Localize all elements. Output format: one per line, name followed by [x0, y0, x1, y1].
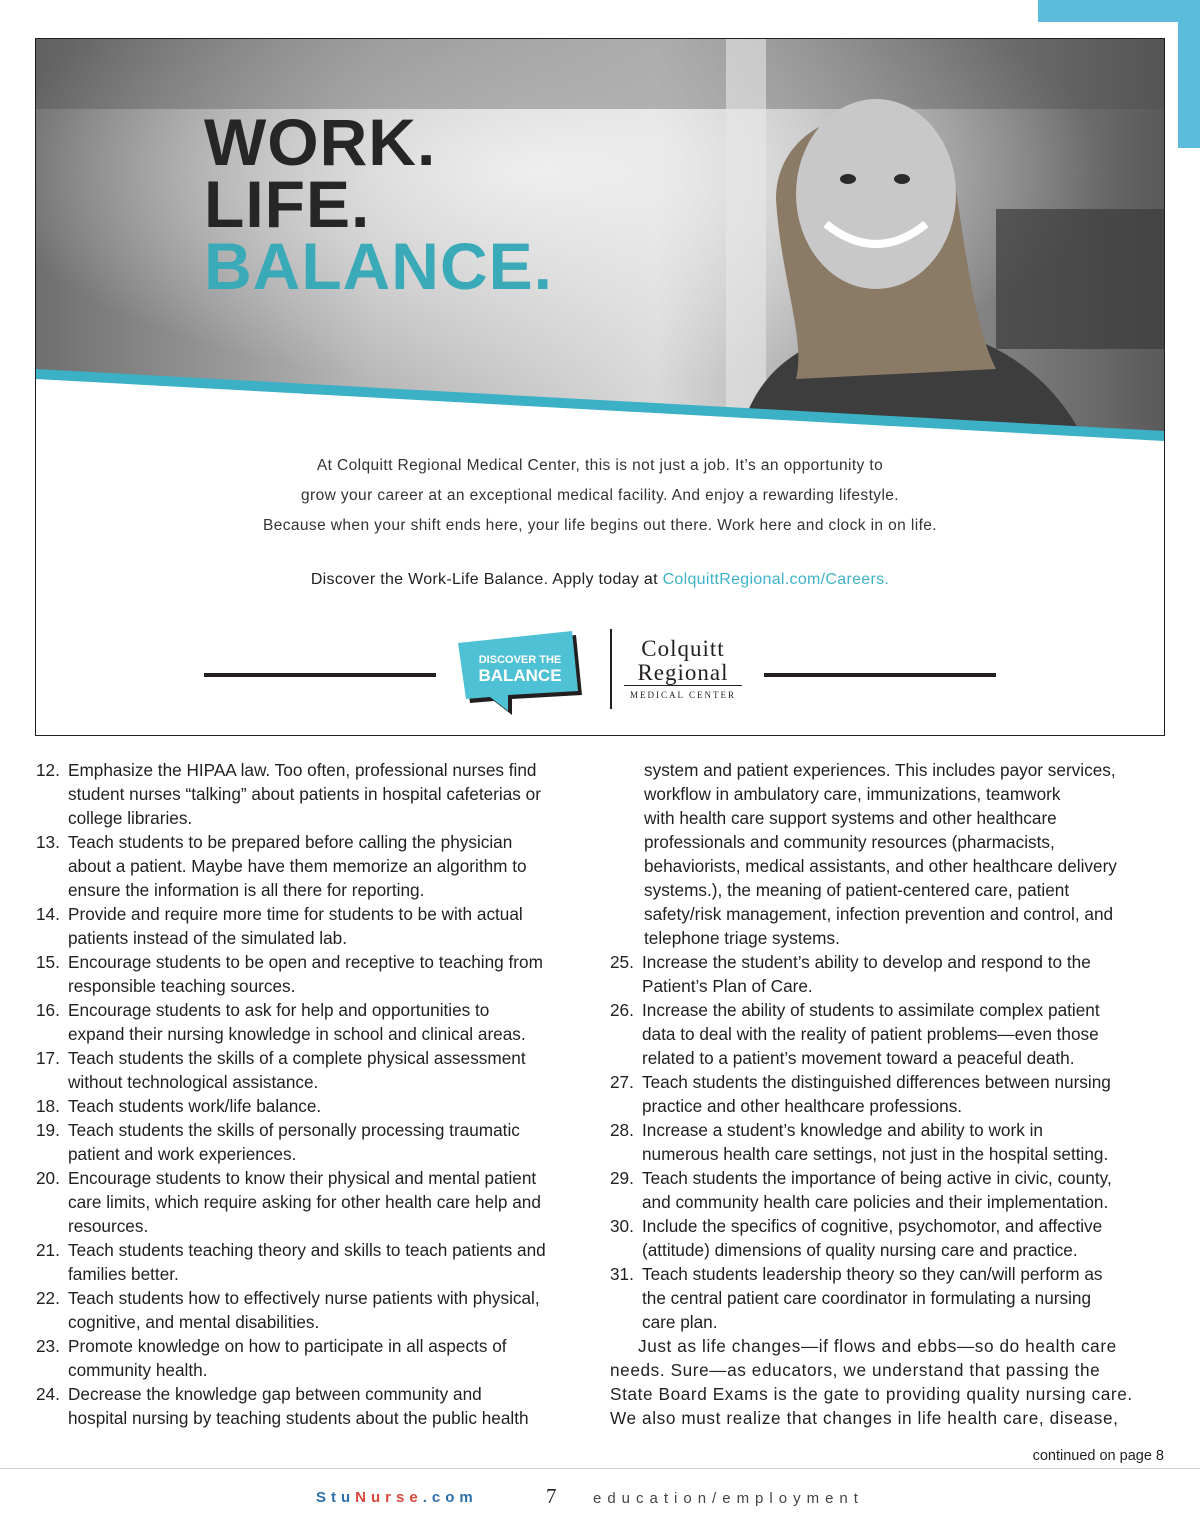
list-item-number: 13. [36, 832, 60, 852]
closing-paragraph [610, 1334, 1170, 1430]
list-item [36, 1166, 596, 1238]
list-item-number: 26. [610, 1000, 634, 1020]
list-item [610, 1118, 1170, 1166]
right-column [610, 758, 1170, 1430]
list-item-line: the central patient care coordinator in formulating a nursing [642, 1288, 1092, 1308]
list-item-number: 31. [610, 1264, 634, 1284]
list-item-line: cognitive, and mental disabilities. [68, 1312, 320, 1332]
ad-copy-line: At Colquitt Regional Medical Center, this is not just a job. It’s an opportunity to [316, 457, 884, 474]
list-item-number: 16. [36, 1000, 60, 1020]
headline-work: WORK. [204, 105, 437, 179]
list-item-line: Teach students the skills of a complete physical assessment [68, 1048, 526, 1068]
list-item-line: Promote knowledge on how to participate in all aspects of [68, 1336, 507, 1356]
list-item [36, 1238, 596, 1286]
list-item-number: 18. [36, 1096, 60, 1116]
list-item-line: expand their nursing knowledge in school and clinical areas. [68, 1024, 526, 1044]
list-item [610, 1166, 1170, 1214]
list-item-line: Teach students teaching theory and skills to teach patients and [68, 1240, 546, 1260]
list-item-number: 17. [36, 1048, 60, 1068]
list-item-line: families better. [68, 1264, 179, 1284]
page-number: 7 [546, 1484, 557, 1508]
brand-stu: Stu [316, 1489, 356, 1506]
list-item-line: Increase a student’s knowledge and ability to work in [642, 1120, 1043, 1140]
ad-copy-line: Because when your shift ends here, your life begins out there. Work here and clock in on life. [262, 517, 938, 534]
list-item-number: 12. [36, 760, 60, 780]
list-item-line: numerous health care settings, not just in the hospital setting. [642, 1144, 1109, 1164]
list-item-line: Teach students how to effectively nurse patients with physical, [68, 1288, 540, 1308]
brand-com: .com [422, 1489, 478, 1506]
list-item [36, 902, 596, 950]
list-item-line: student nurses “talking” about patients in hospital cafeterias or [68, 784, 541, 804]
paragraph-line: We also must realize that changes in life health care, disease, [610, 1408, 1119, 1428]
list-item-line: related to a patient’s movement toward a peaceful death. [642, 1048, 1075, 1068]
ad-call-to-action [36, 571, 1164, 589]
list-item [610, 1214, 1170, 1262]
list-item-number: 30. [610, 1216, 634, 1236]
list-item-line: ensure the information is all there for reporting. [68, 880, 425, 900]
list-item-line: Teach students the distinguished differences between nursing [642, 1072, 1111, 1092]
list-item-line: Teach students the skills of personally processing traumatic [68, 1120, 520, 1140]
list-item-number: 23. [36, 1336, 60, 1356]
badge-line1: DISCOVER THE [478, 654, 562, 666]
cta-text: Discover the Work-Life Balance. Apply today at [310, 571, 663, 588]
colquitt-logo [624, 637, 742, 700]
list-item [610, 950, 1170, 998]
ad-copy-line: grow your career at an exceptional medical facility. And enjoy a rewarding lifestyle. [300, 487, 900, 504]
right-rule [764, 673, 996, 677]
headline-life: LIFE. [204, 167, 371, 241]
logo-line3: MEDICAL CENTER [630, 690, 736, 700]
careers-link[interactable]: ColquittRegional.com/Careers. [662, 571, 890, 588]
list-item-number: 22. [36, 1288, 60, 1308]
list-item-line: about a patient. Maybe have them memorize an algorithm to [68, 856, 527, 876]
list-item-line: patients instead of the simulated lab. [68, 928, 347, 948]
list-item-line: Patient’s Plan of Care. [642, 976, 813, 996]
list-item-line: Encourage students to know their physical and mental patient [68, 1168, 537, 1188]
list-item-line: Increase the ability of students to assimilate complex patient [642, 1000, 1100, 1020]
list-item [36, 1382, 596, 1430]
continuation-line: workflow in ambulatory care, immunizations, teamwork [644, 784, 1061, 804]
ad-headline [204, 105, 553, 303]
left-column [36, 758, 596, 1430]
continuation-line: systems.), the meaning of patient-centered care, patient [644, 880, 1070, 900]
list-item-number: 24. [36, 1384, 60, 1404]
list-item-line: Include the specifics of cognitive, psychomotor, and affective [642, 1216, 1103, 1236]
list-item-number: 21. [36, 1240, 60, 1260]
continuation-line: safety/risk management, infection prevention and control, and [644, 904, 1114, 924]
list-item-line: resources. [68, 1216, 149, 1236]
list-item [610, 998, 1170, 1070]
discover-balance-badge [456, 629, 596, 729]
list-item-number: 14. [36, 904, 60, 924]
list-item [36, 830, 596, 902]
continuation-line: behaviorists, medical assistants, and other healthcare delivery [644, 856, 1117, 876]
list-item-line: data to deal with the reality of patient problems—even those [642, 1024, 1099, 1044]
logo-line1: Colquitt [641, 636, 725, 661]
list-item-line: responsible teaching sources. [68, 976, 296, 996]
list-item-line: Increase the student’s ability to develop and respond to the [642, 952, 1091, 972]
advertisement [35, 38, 1165, 736]
continued-note: continued on page 8 [1032, 1448, 1164, 1464]
list-item-line: Encourage students to be open and receptive to teaching from [68, 952, 543, 972]
badge-line2: BALANCE [478, 666, 562, 685]
paragraph-line-text: Just as life changes—if flows and ebbs—so do health care [638, 1336, 1117, 1356]
list-item [36, 1118, 596, 1166]
list-item [610, 1070, 1170, 1118]
section-label: education/employment [593, 1490, 864, 1507]
list-item-line: college libraries. [68, 808, 193, 828]
footer-divider [0, 1468, 1200, 1469]
logo-line2: Regional [624, 660, 742, 686]
list-item [36, 1334, 596, 1382]
list-item-line: community health. [68, 1360, 208, 1380]
paragraph-line [610, 1334, 1170, 1358]
list-item [36, 758, 596, 830]
list-item [36, 1094, 596, 1118]
brand-nurse: Nurse [355, 1489, 423, 1506]
list-item-number: 19. [36, 1120, 60, 1140]
paragraph-line: needs. Sure—as educators, we understand that passing the [610, 1360, 1101, 1380]
list-item-line: (attitude) dimensions of quality nursing care and practice. [642, 1240, 1078, 1260]
continuation-text [610, 758, 1170, 950]
list-item-line: hospital nursing by teaching students about the public health [68, 1408, 529, 1428]
logo-separator [610, 629, 612, 709]
footer-brand [316, 1489, 478, 1506]
list-item [610, 1262, 1170, 1334]
list-item-number: 27. [610, 1072, 634, 1092]
list-item-number: 28. [610, 1120, 634, 1140]
list-item-number: 20. [36, 1168, 60, 1188]
left-rule [204, 673, 436, 677]
list-item-line: Encourage students to ask for help and opportunities to [68, 1000, 490, 1020]
list-item-number: 25. [610, 952, 634, 972]
list-item-line: and community health care policies and their implementation. [642, 1192, 1109, 1212]
list-item-line: Provide and require more time for students to be with actual [68, 904, 523, 924]
list-item-line: Emphasize the HIPAA law. Too often, professional nurses find [68, 760, 537, 780]
continuation-line: system and patient experiences. This includes payor services, [644, 760, 1116, 780]
headline-balance: BALANCE. [204, 229, 553, 303]
list-item-line: Teach students the importance of being active in civic, county, [642, 1168, 1112, 1188]
list-item-line: Teach students leadership theory so they can/will perform as [642, 1264, 1103, 1284]
list-item-line: care limits, which require asking for other health care help and [68, 1192, 541, 1212]
list-item [36, 1286, 596, 1334]
list-item-line: Teach students work/life balance. [68, 1096, 322, 1116]
list-item-number: 15. [36, 952, 60, 972]
list-item-line: Decrease the knowledge gap between community and [68, 1384, 482, 1404]
list-item-line: care plan. [642, 1312, 718, 1332]
right-list [610, 950, 1170, 1334]
continuation-line: telephone triage systems. [644, 928, 840, 948]
list-item [36, 998, 596, 1046]
list-item-number: 29. [610, 1168, 634, 1188]
list-item-line: without technological assistance. [68, 1072, 319, 1092]
continuation-line: with health care support systems and other healthcare [644, 808, 1057, 828]
list-item-line: patient and work experiences. [68, 1144, 297, 1164]
paragraph-line: State Board Exams is the gate to providing quality nursing care. [610, 1384, 1133, 1404]
list-item [36, 950, 596, 998]
list-item-line: practice and other healthcare professions. [642, 1096, 963, 1116]
continuation-line: professionals and community resources (pharmacists, [644, 832, 1055, 852]
list-item [36, 1046, 596, 1094]
list-item-line: Teach students to be prepared before calling the physician [68, 832, 513, 852]
